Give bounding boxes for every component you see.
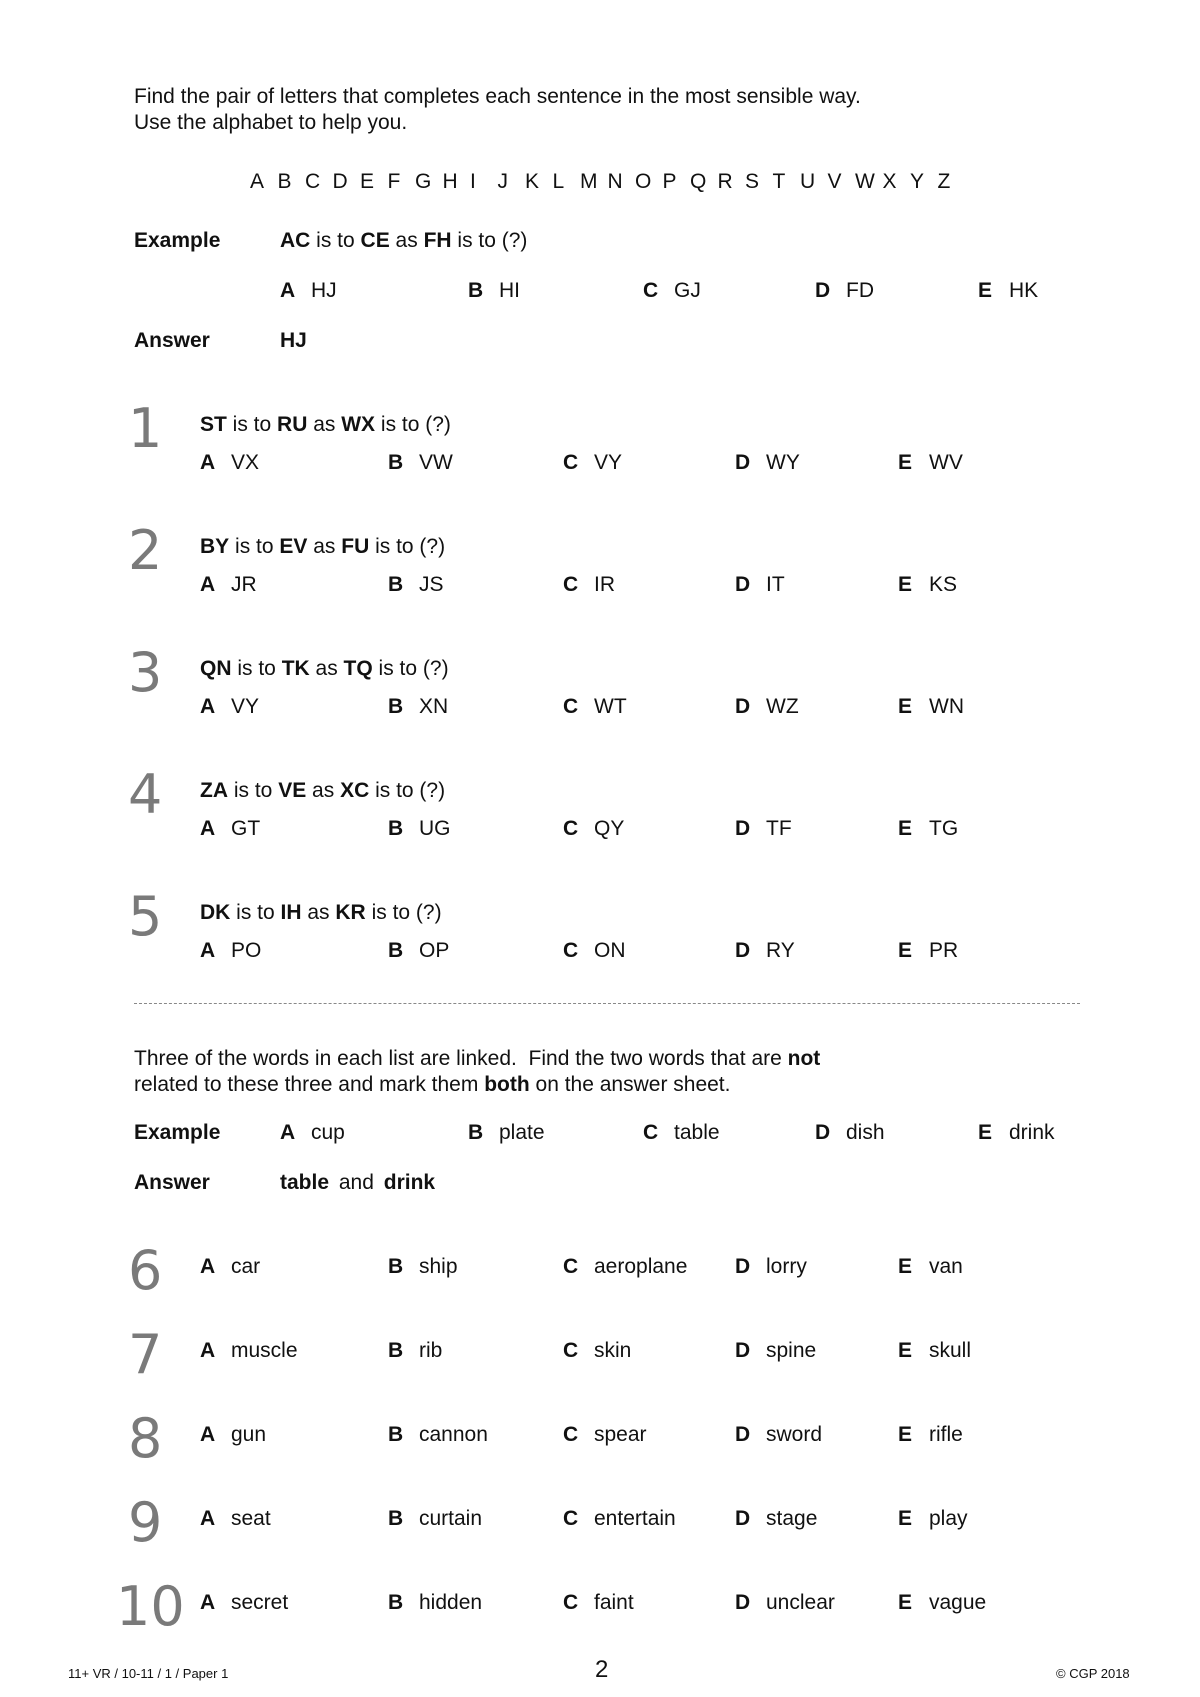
option-letter: C	[563, 1339, 579, 1362]
q1-option-a[interactable]	[200, 451, 259, 475]
letter-pair: EV	[279, 535, 308, 558]
footer-reference: 11+ VR / 10-11 / 1 / Paper 1	[68, 1666, 229, 1681]
option-text: hidden	[419, 1591, 483, 1614]
example-option-e[interactable]	[978, 279, 1038, 303]
option-letter: D	[735, 573, 751, 596]
option-letter: E	[978, 1121, 993, 1144]
option-letter: C	[563, 939, 579, 962]
q3-option-a[interactable]	[200, 695, 259, 719]
question-number: 2	[128, 519, 163, 582]
option-letter: B	[388, 1423, 404, 1446]
example-label: Example	[134, 229, 221, 252]
q10-option-d[interactable]	[735, 1591, 835, 1615]
example-option-b[interactable]	[468, 279, 520, 303]
example-option-d[interactable]	[815, 279, 874, 303]
letter-pair: ST	[200, 413, 227, 436]
option-letter: B	[388, 1507, 404, 1530]
option-letter: B	[388, 1339, 404, 1362]
option-text: lorry	[766, 1255, 807, 1278]
q9-option-b[interactable]	[388, 1507, 482, 1531]
option-letter: B	[468, 1121, 484, 1144]
alphabet-letter: Z	[937, 170, 951, 193]
question-number: 6	[128, 1239, 163, 1302]
example-pair-2: CE	[360, 229, 390, 252]
option-letter: E	[898, 1507, 913, 1530]
question-sentence	[200, 779, 445, 803]
q8-option-d[interactable]	[735, 1423, 822, 1447]
q2-option-e[interactable]	[898, 573, 957, 597]
option-letter: C	[563, 695, 579, 718]
q1-option-d[interactable]	[735, 451, 800, 475]
option-text: stage	[766, 1507, 818, 1530]
option-text: van	[929, 1255, 963, 1278]
example-answer-label: Answer	[134, 329, 210, 352]
alphabet-letter: M	[580, 170, 598, 193]
option-letter: D	[735, 817, 751, 840]
option-letter: E	[898, 1591, 913, 1614]
option-text: seat	[231, 1507, 271, 1530]
option-text: JR	[231, 573, 257, 596]
option-text: VW	[419, 451, 453, 474]
option-text: skin	[594, 1339, 632, 1362]
alphabet-letter: T	[772, 170, 786, 193]
alphabet-letter: X	[882, 170, 897, 193]
letter-pair: VE	[278, 779, 307, 802]
option-text: QY	[594, 817, 625, 840]
option-text: VY	[594, 451, 623, 474]
option-text: curtain	[419, 1507, 483, 1530]
sentence-text: is to (?)	[375, 413, 451, 436]
example2-option-b[interactable]	[468, 1121, 545, 1145]
section2-instruction-line1	[134, 1046, 820, 1072]
option-text: UG	[419, 817, 451, 840]
letter-pair: TQ	[343, 657, 373, 680]
option-text: KS	[929, 573, 958, 596]
option-letter: D	[815, 1121, 831, 1144]
option-text: VY	[231, 695, 260, 718]
alphabet-letter: C	[305, 170, 321, 193]
letter-pair: TK	[281, 657, 310, 680]
alphabet-letter: A	[250, 170, 265, 193]
option-letter: A	[200, 1423, 216, 1446]
q7-option-b[interactable]	[388, 1339, 442, 1363]
q7-option-c[interactable]	[563, 1339, 631, 1363]
q7-option-a[interactable]	[200, 1339, 298, 1363]
option-text: dish	[846, 1121, 885, 1144]
q10-option-c[interactable]	[563, 1591, 634, 1615]
q1-option-c[interactable]	[563, 451, 622, 475]
option-text: gun	[231, 1423, 267, 1446]
option-text: unclear	[766, 1591, 835, 1614]
option-text: WV	[929, 451, 963, 474]
option-letter: A	[200, 1255, 216, 1278]
question-number: 9	[128, 1491, 163, 1554]
sentence-text: is to (?)	[369, 535, 446, 558]
option-text: TG	[929, 817, 959, 840]
option-letter: C	[563, 573, 579, 596]
example-pair-3: FH	[423, 229, 452, 252]
alphabet-letter: E	[360, 170, 375, 193]
option-letter: A	[200, 451, 216, 474]
letter-pair: RU	[277, 413, 308, 436]
option-text: IT	[766, 573, 785, 596]
question-number: 3	[128, 641, 163, 704]
option-text: cup	[311, 1121, 345, 1144]
option-letter: B	[388, 939, 404, 962]
example2-answer-and: and	[338, 1171, 374, 1194]
sentence-text: is to (?)	[372, 657, 449, 680]
option-text: WY	[766, 451, 800, 474]
q3-option-e[interactable]	[898, 695, 964, 719]
sentence-text: as	[306, 779, 341, 802]
sentence-text: is to	[226, 413, 278, 436]
option-text: XN	[419, 695, 449, 718]
q10-option-e[interactable]	[898, 1591, 986, 1615]
letter-pair: DK	[200, 901, 231, 924]
example2-option-e[interactable]	[978, 1121, 1055, 1145]
sentence-text: as	[307, 413, 342, 436]
option-text: spine	[766, 1339, 817, 1362]
option-letter: C	[643, 1121, 659, 1144]
option-letter: A	[200, 1339, 216, 1362]
q4-option-b[interactable]	[388, 817, 451, 841]
option-letter: A	[280, 1121, 296, 1144]
example2-answer-b: drink	[383, 1171, 436, 1194]
example-text-2: as	[389, 229, 424, 252]
option-letter: E	[898, 695, 913, 718]
q2-option-b[interactable]	[388, 573, 444, 597]
alphabet-letter: S	[745, 170, 760, 193]
sentence-text: as	[307, 535, 342, 558]
alphabet-letter: O	[635, 170, 652, 193]
option-text: vague	[929, 1591, 987, 1614]
option-letter: D	[815, 279, 831, 302]
option-letter: A	[200, 1591, 216, 1614]
option-text: PO	[231, 939, 262, 962]
sentence-text: as	[309, 657, 344, 680]
example-answer: HJ	[280, 329, 307, 352]
option-letter: D	[735, 1255, 751, 1278]
option-letter: E	[898, 451, 913, 474]
option-text: plate	[499, 1121, 545, 1144]
option-text: rifle	[929, 1423, 963, 1446]
option-letter: D	[735, 695, 751, 718]
sentence-text: is to	[228, 779, 279, 802]
option-text: GJ	[674, 279, 701, 302]
q6-option-b[interactable]	[388, 1255, 458, 1279]
q7-option-e[interactable]	[898, 1339, 971, 1363]
section2-instruction-text-a: Three of the words in each list are linked. Find the two words that are	[134, 1047, 788, 1070]
example-option-a[interactable]	[280, 279, 337, 303]
alphabet-letter: I	[470, 170, 476, 193]
q9-option-a[interactable]	[200, 1507, 271, 1531]
alphabet-letter: F	[387, 170, 401, 193]
alphabet-letter: V	[827, 170, 842, 193]
question-sentence	[200, 535, 445, 559]
letter-pair: ZA	[200, 779, 228, 802]
example-pair-1: AC	[280, 229, 311, 252]
alphabet-letter: J	[497, 170, 508, 193]
q6-option-a[interactable]	[200, 1255, 260, 1279]
option-text: OP	[419, 939, 450, 962]
q7-option-d[interactable]	[735, 1339, 816, 1363]
sentence-text: is to (?)	[369, 779, 446, 802]
q9-option-c[interactable]	[563, 1507, 676, 1531]
option-letter: B	[388, 1255, 404, 1278]
q8-option-c[interactable]	[563, 1423, 647, 1447]
q10-option-b[interactable]	[388, 1591, 482, 1615]
question-number: 10	[116, 1575, 185, 1638]
option-letter: E	[898, 573, 913, 596]
alphabet-letter: N	[607, 170, 623, 193]
option-letter: B	[388, 573, 404, 596]
q9-option-e[interactable]	[898, 1507, 968, 1531]
sentence-text: is to	[230, 901, 281, 924]
letter-pair: XC	[340, 779, 370, 802]
q1-option-e[interactable]	[898, 451, 963, 475]
option-text: muscle	[231, 1339, 298, 1362]
option-letter: E	[898, 1423, 913, 1446]
example2-answer	[280, 1171, 435, 1195]
q6-option-c[interactable]	[563, 1255, 687, 1279]
section2-instruction-both: both	[484, 1073, 530, 1096]
option-text: WT	[594, 695, 627, 718]
option-text: entertain	[594, 1507, 676, 1530]
q5-option-b[interactable]	[388, 939, 449, 963]
example2-answer-label: Answer	[134, 1171, 210, 1194]
option-text: spear	[594, 1423, 647, 1446]
option-text: aeroplane	[594, 1255, 688, 1278]
section2-instruction-not: not	[787, 1047, 821, 1070]
alphabet-letter: R	[717, 170, 733, 193]
option-letter: E	[898, 1255, 913, 1278]
question-sentence	[200, 657, 449, 681]
option-text: cannon	[419, 1423, 488, 1446]
section2-instruction-text-b: related to these three and mark them	[134, 1073, 485, 1096]
option-letter: E	[898, 939, 913, 962]
q6-option-d[interactable]	[735, 1255, 807, 1279]
alphabet-letter: G	[415, 170, 432, 193]
example2-label: Example	[134, 1121, 221, 1144]
option-letter: A	[200, 1507, 216, 1530]
option-letter: D	[735, 1339, 751, 1362]
alphabet-letter: K	[525, 170, 540, 193]
example-text-3: is to (?)	[451, 229, 528, 252]
option-text: table	[674, 1121, 720, 1144]
question-number: 7	[128, 1323, 163, 1386]
option-text: skull	[929, 1339, 972, 1362]
option-letter: C	[563, 1507, 579, 1530]
option-text: faint	[594, 1591, 634, 1614]
option-text: IR	[594, 573, 615, 596]
option-letter: B	[388, 451, 404, 474]
letter-pair: IH	[280, 901, 302, 924]
option-text: HJ	[311, 279, 337, 302]
section1-instruction-line2: Use the alphabet to help you.	[134, 111, 408, 134]
section2-instruction-text-c: on the answer sheet.	[529, 1073, 731, 1096]
example2-option-d[interactable]	[815, 1121, 885, 1145]
option-letter: D	[735, 1591, 751, 1614]
example2-option-a[interactable]	[280, 1121, 345, 1145]
alphabet-letter: B	[277, 170, 292, 193]
example-sentence	[280, 229, 527, 253]
section2-instruction-line2	[134, 1072, 730, 1098]
option-text: play	[929, 1507, 968, 1530]
example2-option-c[interactable]	[643, 1121, 720, 1145]
option-text: drink	[1009, 1121, 1055, 1144]
letter-pair: BY	[200, 535, 230, 558]
q9-option-d[interactable]	[735, 1507, 817, 1531]
question-number: 8	[128, 1407, 163, 1470]
q5-option-d[interactable]	[735, 939, 795, 963]
option-letter: D	[735, 1423, 751, 1446]
option-text: WZ	[766, 695, 799, 718]
option-letter: A	[200, 817, 216, 840]
option-text: GT	[231, 817, 261, 840]
option-letter: B	[468, 279, 484, 302]
option-text: car	[231, 1255, 261, 1278]
option-letter: C	[563, 1423, 579, 1446]
option-letter: A	[200, 695, 216, 718]
option-text: HK	[1009, 279, 1039, 302]
q5-option-e[interactable]	[898, 939, 958, 963]
alphabet-letter: Q	[690, 170, 707, 193]
option-letter: C	[563, 817, 579, 840]
q8-option-a[interactable]	[200, 1423, 266, 1447]
option-letter: A	[280, 279, 296, 302]
option-text: PR	[929, 939, 959, 962]
question-number: 4	[128, 763, 163, 826]
alphabet-letter: H	[442, 170, 458, 193]
option-letter: C	[563, 451, 579, 474]
letter-pair: QN	[200, 657, 232, 680]
option-letter: B	[388, 695, 404, 718]
option-letter: A	[200, 573, 216, 596]
option-letter: C	[563, 1255, 579, 1278]
letter-pair: KR	[335, 901, 366, 924]
q5-option-c[interactable]	[563, 939, 626, 963]
alphabet-letter: Y	[910, 170, 925, 193]
option-letter: E	[898, 1339, 913, 1362]
q8-option-b[interactable]	[388, 1423, 488, 1447]
option-text: VX	[231, 451, 260, 474]
option-text: rib	[419, 1339, 443, 1362]
option-text: RY	[766, 939, 795, 962]
alphabet-letter: W	[855, 170, 875, 193]
alphabet-letter: D	[332, 170, 348, 193]
question-number: 1	[128, 397, 163, 460]
option-text: HI	[499, 279, 520, 302]
option-text: ship	[419, 1255, 458, 1278]
option-text: ON	[594, 939, 626, 962]
q3-option-b[interactable]	[388, 695, 448, 719]
alphabet-strip	[250, 170, 965, 194]
alphabet-letter: L	[552, 170, 565, 193]
q5-option-a[interactable]	[200, 939, 261, 963]
option-text: WN	[929, 695, 964, 718]
option-letter: A	[200, 939, 216, 962]
section1-instruction-line1: Find the pair of letters that completes each sentence in the most sensible way.	[134, 85, 861, 108]
option-text: sword	[766, 1423, 823, 1446]
question-number: 5	[128, 885, 163, 948]
option-letter: B	[388, 1591, 404, 1614]
sentence-text: as	[301, 901, 336, 924]
option-text: FD	[846, 279, 874, 302]
question-sentence	[200, 901, 442, 925]
q8-option-e[interactable]	[898, 1423, 963, 1447]
example2-answer-a: table	[280, 1171, 330, 1194]
letter-pair: WX	[341, 413, 376, 436]
option-text: secret	[231, 1591, 289, 1614]
q6-option-e[interactable]	[898, 1255, 963, 1279]
footer-copyright: © CGP 2018	[1056, 1666, 1130, 1681]
option-letter: C	[643, 279, 659, 302]
q3-option-c[interactable]	[563, 695, 627, 719]
q4-option-d[interactable]	[735, 817, 792, 841]
example-text-1: is to	[310, 229, 361, 252]
sentence-text: is to (?)	[365, 901, 442, 924]
page-number: 2	[595, 1656, 609, 1683]
q1-option-b[interactable]	[388, 451, 453, 475]
q2-option-d[interactable]	[735, 573, 785, 597]
q2-option-c[interactable]	[563, 573, 615, 597]
option-text: JS	[419, 573, 444, 596]
q4-option-a[interactable]	[200, 817, 260, 841]
option-text: TF	[766, 817, 792, 840]
option-letter: D	[735, 1507, 751, 1530]
q3-option-d[interactable]	[735, 695, 799, 719]
option-letter: E	[898, 817, 913, 840]
question-sentence	[200, 413, 451, 437]
option-letter: E	[978, 279, 993, 302]
alphabet-letter: P	[662, 170, 677, 193]
q4-option-e[interactable]	[898, 817, 958, 841]
option-letter: D	[735, 451, 751, 474]
sentence-text: is to	[229, 535, 280, 558]
section-divider	[134, 1003, 1080, 1004]
example-option-c[interactable]	[643, 279, 701, 303]
alphabet-letter: U	[800, 170, 816, 193]
q10-option-a[interactable]	[200, 1591, 288, 1615]
q4-option-c[interactable]	[563, 817, 624, 841]
sentence-text: is to	[231, 657, 282, 680]
option-letter: D	[735, 939, 751, 962]
letter-pair: FU	[341, 535, 370, 558]
q2-option-a[interactable]	[200, 573, 257, 597]
option-letter: C	[563, 1591, 579, 1614]
option-letter: B	[388, 817, 404, 840]
